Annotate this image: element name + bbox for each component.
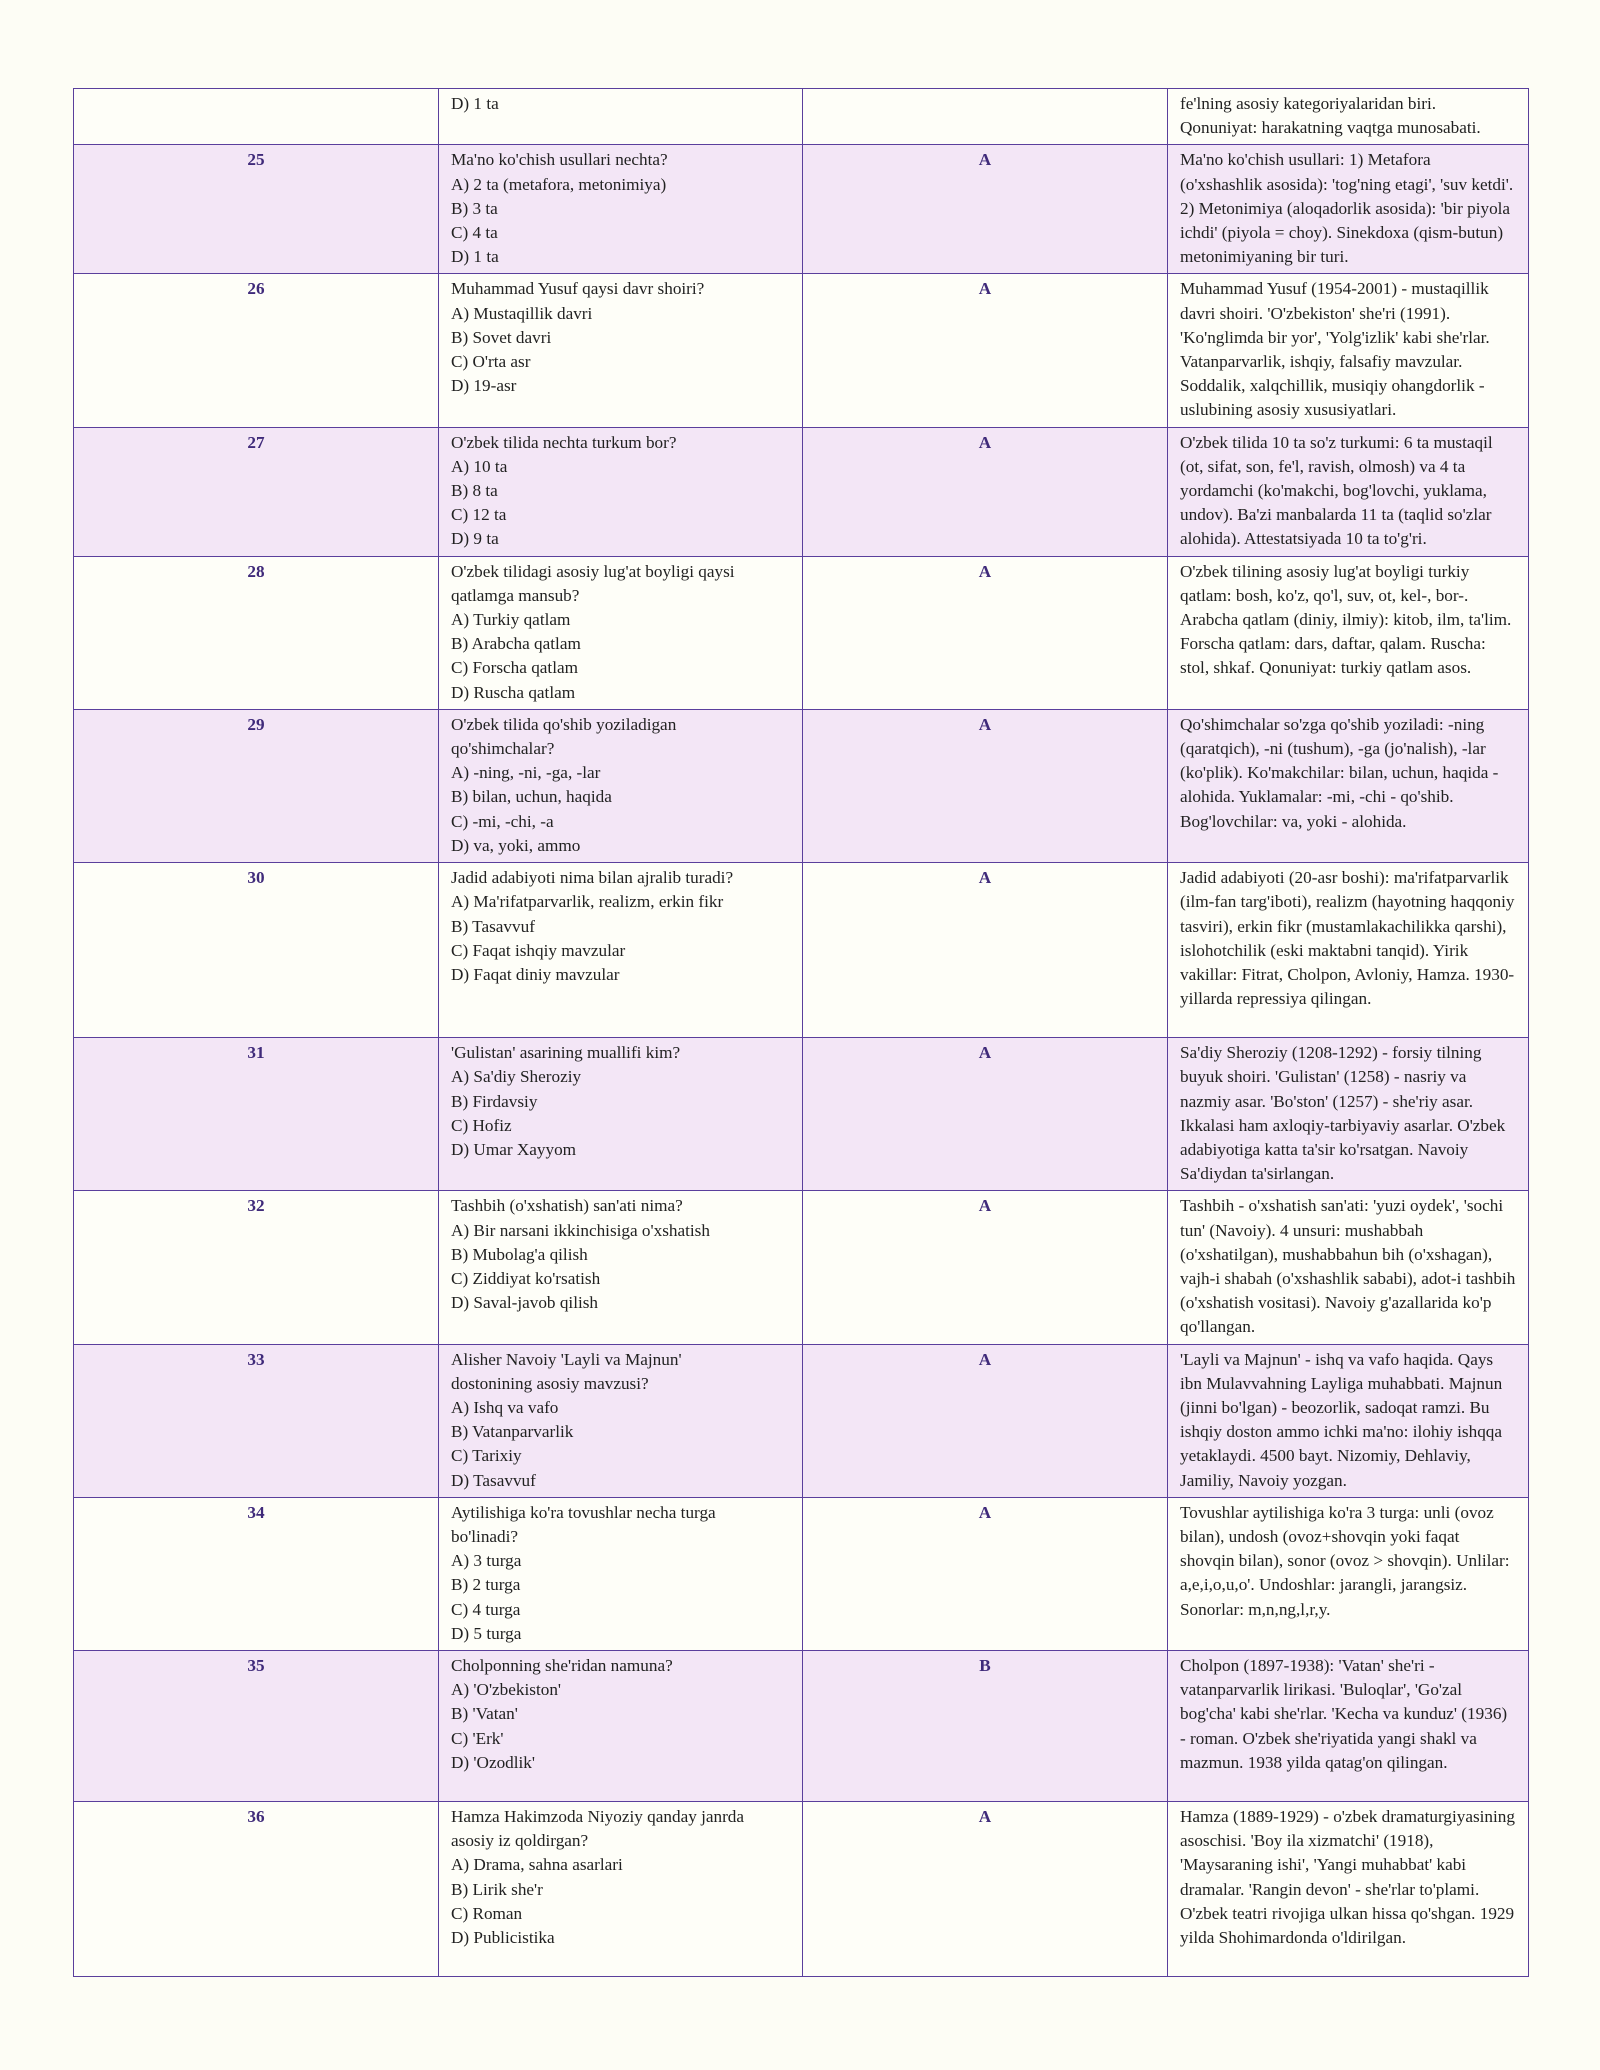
table-row	[74, 89, 1529, 145]
question-text: Jadid adabiyoti nima bilan ajralib turadi?	[451, 868, 734, 888]
question-line: A) 2 ta (metafora, metonimiya)	[451, 174, 667, 194]
question-line: D) 19-asr	[451, 376, 517, 396]
question-number: 27	[74, 427, 439, 556]
question-text: 'Gulistan' asarining muallifi kim?	[451, 1043, 681, 1063]
question-line: dostonining asosiy mavzusi?	[451, 1373, 649, 1393]
question-line: A) 3 turga	[451, 1551, 522, 1571]
question-line: B) Mubolag'a qilish	[451, 1244, 588, 1264]
question-line: D) Tasavvuf	[451, 1470, 536, 1490]
explanation-cell: Ma'no ko'chish usullari: 1) Metafora (o'xshashlik asosida): 'tog'ning etagi', 'suv ketdi'. 2) Metonimiya (aloqadorlik asosida): 'bir piyola ichdi' (piyola = choy). Sinekdoxa (qism-butun) metonimiyaning bir turi.	[1168, 145, 1529, 274]
question-number: 29	[74, 709, 439, 862]
question-line: C) 'Erk'	[451, 1728, 504, 1748]
question-line: A) 10 ta	[451, 456, 508, 476]
question-line: D) Ruscha qatlam	[451, 682, 576, 702]
question-number: 31	[74, 1038, 439, 1191]
correct-answer: A	[803, 427, 1168, 556]
question-number: 34	[74, 1497, 439, 1650]
question-number: 36	[74, 1801, 439, 1976]
question-text: D) 1 ta	[451, 94, 499, 113]
question-text: O'zbek tilidagi asosiy lug'at boyligi qaysi	[451, 561, 735, 581]
question-line: B) 8 ta	[451, 481, 498, 501]
correct-answer: A	[803, 1497, 1168, 1650]
question-text: Muhammad Yusuf qaysi davr shoiri?	[451, 279, 705, 299]
question-line: B) Arabcha qatlam	[451, 634, 581, 654]
question-line: D) Faqat diniy mavzular	[451, 964, 620, 984]
correct-answer: B	[803, 1650, 1168, 1801]
question-number: 28	[74, 556, 439, 709]
question-cell	[439, 145, 803, 274]
question-cell	[439, 1344, 803, 1497]
question-text: Cholponning she'ridan namuna?	[451, 1655, 673, 1675]
correct-answer	[803, 89, 1168, 145]
question-line: C) -mi, -chi, -a	[451, 811, 554, 831]
question-line: A) Turkiy qatlam	[451, 610, 571, 630]
question-text: Tashbih (o'xshatish) san'ati nima?	[451, 1196, 683, 1216]
question-text: Hamza Hakimzoda Niyoziy qanday janrda	[451, 1806, 745, 1826]
question-line: D) Umar Xayyom	[451, 1139, 577, 1159]
question-cell	[439, 863, 803, 1038]
correct-answer: A	[803, 1191, 1168, 1344]
explanation-cell: Sa'diy Sheroziy (1208-1292) - forsiy tilning buyuk shoiri. 'Gulistan' (1258) - nasriy va nazmiy asar. 'Bo'ston' (1257) - she'riy asar. Ikkalasi ham axloqiy-tarbiyaviy asarlar. O'zbek adabiyotiga katta ta'sir ko'rsatgan. Navoiy Sa'diydan ta'sirlangan.	[1168, 1038, 1529, 1191]
question-line: C) Hofiz	[451, 1115, 512, 1135]
table-row	[74, 145, 1529, 274]
question-number: 25	[74, 145, 439, 274]
table-row	[74, 1650, 1529, 1801]
correct-answer: A	[803, 1038, 1168, 1191]
table-row	[74, 1191, 1529, 1344]
explanation-cell: Hamza (1889-1929) - o'zbek dramaturgiyasining asoschisi. 'Boy ila xizmatchi' (1918), 'Maysaraning ishi', 'Yangi muhabbat' kabi dramalar. 'Rangin devon' - she'rlar to'plami. O'zbek teatri rivojiga ulkan hissa qo'shgan. 1929 yilda Shohimardonda o'ldirilgan.	[1168, 1801, 1529, 1976]
question-line: B) Firdavsiy	[451, 1091, 538, 1111]
question-line: B) Vatanparvarlik	[451, 1422, 574, 1442]
question-line: A) Mustaqillik davri	[451, 303, 593, 323]
question-cell	[439, 89, 803, 145]
correct-answer: A	[803, 556, 1168, 709]
question-line: C) 4 ta	[451, 223, 498, 243]
question-number: 35	[74, 1650, 439, 1801]
question-cell	[439, 1650, 803, 1801]
table-row	[74, 1038, 1529, 1191]
question-cell	[439, 556, 803, 709]
correct-answer: A	[803, 1344, 1168, 1497]
explanation-cell: O'zbek tilida 10 ta so'z turkumi: 6 ta mustaqil (ot, sifat, son, fe'l, ravish, olmosh) va 4 ta yordamchi (ko'makchi, bog'lovchi, yuklama, undov). Ba'zi manbalarda 11 ta (taqlid so'zlar alohida). Attestatsiyada 10 ta to'g'ri.	[1168, 427, 1529, 556]
question-line: D) 1 ta	[451, 247, 499, 267]
question-text: O'zbek tilida qo'shib yoziladigan	[451, 714, 677, 734]
question-line: D) Saval-javob qilish	[451, 1293, 599, 1313]
correct-answer: A	[803, 1801, 1168, 1976]
questions-table	[73, 88, 1529, 1977]
question-line: D) 'Ozodlik'	[451, 1752, 535, 1772]
question-line: B) Tasavvuf	[451, 916, 535, 936]
question-cell	[439, 1497, 803, 1650]
correct-answer: A	[803, 274, 1168, 427]
explanation-cell: 'Layli va Majnun' - ishq va vafo haqida. Qays ibn Mulavvahning Layliga muhabbati. Majnun (jinni bo'lgan) - beozorlik, sadoqat ramzi. Bu ishqiy doston ammo ichki ma'no: ilohiy ishqqa yetaklaydi. 4500 bayt. Nizomiy, Dehlaviy, Jamiliy, Navoiy yozgan.	[1168, 1344, 1529, 1497]
table-row	[74, 1497, 1529, 1650]
question-number: 30	[74, 863, 439, 1038]
table-row	[74, 863, 1529, 1038]
question-line: B) Lirik she'r	[451, 1879, 543, 1899]
question-line: asosiy iz qoldirgan?	[451, 1831, 589, 1851]
explanation-cell: Cholpon (1897-1938): 'Vatan' she'ri - vatanparvarlik lirikasi. 'Buloqlar', 'Go'zal bog'cha' kabi she'rlar. 'Kecha va kunduz' (1936) - roman. O'zbek she'riyatida yangi shakl va mazmun. 1938 yilda qatag'on qilingan.	[1168, 1650, 1529, 1801]
table-row	[74, 1344, 1529, 1497]
question-line: B) Sovet davri	[451, 327, 552, 347]
question-cell	[439, 274, 803, 427]
question-line: C) Tarixiy	[451, 1446, 522, 1466]
question-line: A) Bir narsani ikkinchisiga o'xshatish	[451, 1220, 710, 1240]
question-line: C) Ziddiyat ko'rsatish	[451, 1268, 601, 1288]
question-line: C) 12 ta	[451, 505, 507, 525]
table-row	[74, 274, 1529, 427]
question-cell	[439, 427, 803, 556]
question-number	[74, 89, 439, 145]
question-number: 32	[74, 1191, 439, 1344]
explanation-cell: Tashbih - o'xshatish san'ati: 'yuzi oydek', 'sochi tun' (Navoiy). 4 unsuri: mushabbah (o'xshatilgan), mushabbahun bih (o'xshagan), vajh-i shabah (o'xshashlik sababi), adot-i tashbih (o'xshatish vositasi). Navoiy g'azallarida ko'p qo'llangan.	[1168, 1191, 1529, 1344]
question-line: C) Roman	[451, 1903, 523, 1923]
question-line: D) Publicistika	[451, 1927, 555, 1947]
questions-table-body	[74, 89, 1529, 1977]
question-line: D) 9 ta	[451, 529, 499, 549]
question-cell	[439, 1191, 803, 1344]
question-line: A) -ning, -ni, -ga, -lar	[451, 763, 601, 783]
explanation-cell: Qo'shimchalar so'zga qo'shib yoziladi: -ning (qaratqich), -ni (tushum), -ga (jo'nalish), -lar (ko'plik). Ko'makchilar: bilan, uchun, haqida - alohida. Yuklamalar: -mi, -chi - qo'shib. Bog'lovchilar: va, yoki - alohida.	[1168, 709, 1529, 862]
question-text: O'zbek tilida nechta turkum bor?	[451, 432, 677, 452]
question-line: bo'linadi?	[451, 1526, 519, 1546]
question-line: A) Sa'diy Sheroziy	[451, 1067, 582, 1087]
question-cell	[439, 1801, 803, 1976]
explanation-cell: O'zbek tilining asosiy lug'at boyligi turkiy qatlam: bosh, ko'z, qo'l, suv, ot, kel-, bor-. Arabcha qatlam (diniy, ilmiy): kitob, ilm, ta'lim. Forscha qatlam: dars, daftar, qalam. Ruscha: stol, shkaf. Qonuniyat: turkiy qatlam asos.	[1168, 556, 1529, 709]
explanation-cell: Muhammad Yusuf (1954-2001) - mustaqillik davri shoiri. 'O'zbekiston' she'ri (1991). 'Ko'nglimda bir yor', 'Yolg'izlik' kabi she'rlar. Vatanparvarlik, ishqiy, falsafiy mavzular. Soddalik, xalqchillik, musiqiy ohangdorlik - uslubining asosiy xususiyatlari.	[1168, 274, 1529, 427]
table-row	[74, 1801, 1529, 1976]
question-line: B) 2 turga	[451, 1575, 521, 1595]
question-line: A) 'O'zbekiston'	[451, 1680, 562, 1700]
correct-answer: A	[803, 709, 1168, 862]
question-line: C) O'rta asr	[451, 352, 531, 372]
explanation-cell: fe'lning asosiy kategoriyalaridan biri. Qonuniyat: harakatning vaqtga munosabati.	[1168, 89, 1529, 145]
question-line: qatlamga mansub?	[451, 585, 580, 605]
question-line: C) Forscha qatlam	[451, 658, 578, 678]
question-text: Alisher Navoiy 'Layli va Majnun'	[451, 1349, 682, 1369]
question-line: C) 4 turga	[451, 1599, 521, 1619]
question-line: D) va, yoki, ammo	[451, 835, 581, 855]
question-cell	[439, 1038, 803, 1191]
correct-answer: A	[803, 863, 1168, 1038]
question-line: C) Faqat ishqiy mavzular	[451, 940, 626, 960]
explanation-cell: Tovushlar aytilishiga ko'ra 3 turga: unli (ovoz bilan), undosh (ovoz+shovqin yoki faqat shovqin bilan), sonor (ovoz > shovqin). Unlilar: a,e,i,o,u,o'. Undoshlar: jarangli, jarangsiz. Sonorlar: m,n,ng,l,r,y.	[1168, 1497, 1529, 1650]
question-line: B) 3 ta	[451, 198, 498, 218]
question-line: A) Drama, sahna asarlari	[451, 1855, 623, 1875]
question-text: Aytilishiga ko'ra tovushlar necha turga	[451, 1502, 716, 1522]
question-number: 33	[74, 1344, 439, 1497]
question-text: Ma'no ko'chish usullari nechta?	[451, 150, 668, 170]
question-line: B) bilan, uchun, haqida	[451, 787, 612, 807]
table-row	[74, 709, 1529, 862]
question-line: A) Ishq va vafo	[451, 1397, 559, 1417]
explanation-cell: Jadid adabiyoti (20-asr boshi): ma'rifatparvarlik (ilm-fan targ'iboti), realizm (hayotning haqqoniy tasviri), erkin fikr (mustamlakachilikka qarshi), islohotchilik (eski maktabni tanqid). Yirik vakillar: Fitrat, Cholpon, Avloniy, Hamza. 1930-yillarda repressiya qilingan.	[1168, 863, 1529, 1038]
question-cell	[439, 709, 803, 862]
question-line: qo'shimchalar?	[451, 739, 555, 759]
correct-answer: A	[803, 145, 1168, 274]
table-row	[74, 556, 1529, 709]
question-number: 26	[74, 274, 439, 427]
question-line: A) Ma'rifatparvarlik, realizm, erkin fikr	[451, 892, 724, 912]
table-row	[74, 427, 1529, 556]
question-line: B) 'Vatan'	[451, 1704, 518, 1724]
question-line: D) 5 turga	[451, 1623, 522, 1643]
